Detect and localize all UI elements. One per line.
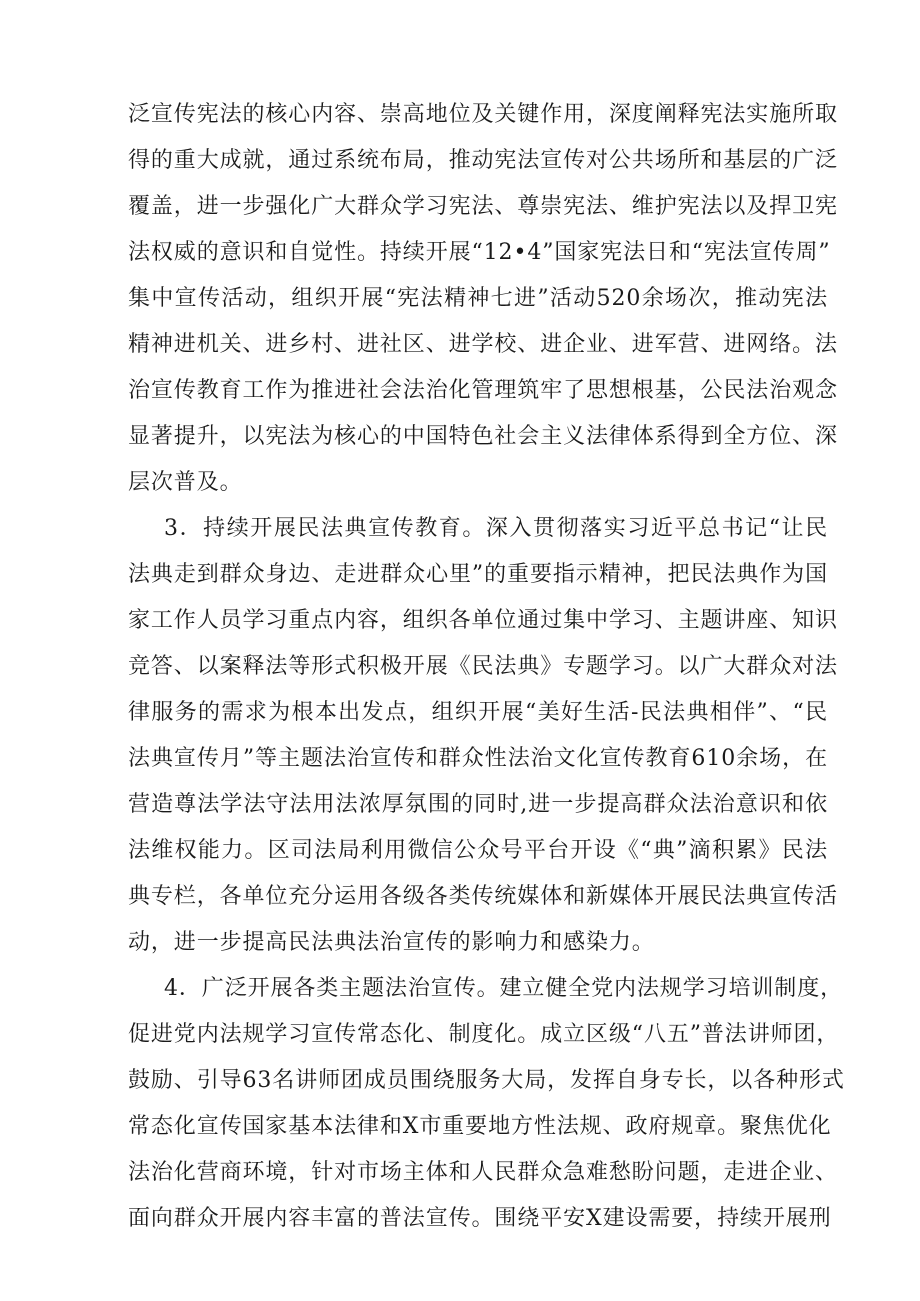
text-line: 泛宣传宪法的核心内容、崇高地位及关键作用，深度阐释宪法实施所取 bbox=[128, 102, 838, 127]
text-line: 层次普及。 bbox=[128, 470, 243, 495]
text-line: 得的重大成就，通过系统布局，推动宪法宣传对公共场所和基层的广泛 bbox=[128, 148, 838, 173]
text-line: 家工作人员学习重点内容，组织各单位通过集中学习、主题讲座、知识 bbox=[128, 608, 838, 633]
text-line: 法维权能力。区司法局利用微信公众号平台开设《“典”滴积累》民法 bbox=[128, 838, 828, 863]
text-line: 竞答、以案释法等形式积极开展《民法典》专题学习。以广大群众对法 bbox=[128, 654, 838, 679]
text-line: 覆盖，进一步强化广大群众学习宪法、尊崇宪法、维护宪法以及捍卫宪 bbox=[128, 194, 838, 219]
paragraph-4-first-line: 4．广泛开展各类主题法治宣传。建立健全党内法规学习培训制度， bbox=[164, 976, 843, 1001]
text-line: 法权威的意识和自觉性。持续开展“12•4”国家宪法日和“宪法宣传周” bbox=[128, 240, 831, 265]
text-line: 常态化宣传国家基本法律和X市重要地方性法规、政府规章。聚焦优化 bbox=[128, 1114, 832, 1139]
text-line: 律服务的需求为根本出发点，组织开展“美好生活-民法典相伴”、“民 bbox=[128, 700, 828, 725]
text-line: 促进党内法规学习宣传常态化、制度化。成立区级“八五”普法讲师团， bbox=[128, 1022, 840, 1047]
text-line: 典专栏，各单位充分运用各级各类传统媒体和新媒体开展民法典宣传活 bbox=[128, 884, 838, 909]
text-line: 营造尊法学法守法用法浓厚氛围的同时,进一步提高群众法治意识和依 bbox=[128, 792, 828, 817]
text-line: 治宣传教育工作为推进社会法治化管理筑牢了思想根基，公民法治观念 bbox=[128, 378, 838, 403]
text-line: 法治化营商环境，针对市场主体和人民群众急难愁盼问题，走进企业、 bbox=[128, 1160, 838, 1185]
text-line: 集中宣传活动，组织开展“宪法精神七进”活动520余场次，推动宪法 bbox=[128, 286, 828, 311]
text-line: 显著提升，以宪法为核心的中国特色社会主义法律体系得到全方位、深 bbox=[128, 424, 838, 449]
text-line: 精神进机关、进乡村、进社区、进学校、进企业、进军营、进网络。法 bbox=[128, 332, 838, 357]
text-line: 法典宣传月”等主题法治宣传和群众性法治文化宣传教育610余场，在 bbox=[128, 746, 828, 771]
paragraph-3-first-line: 3．持续开展民法典宣传教育。深入贯彻落实习近平总书记“让民 bbox=[164, 516, 828, 541]
text-line: 法典走到群众身边、走进群众心里”的重要指示精神，把民法典作为国 bbox=[128, 562, 828, 587]
text-line: 鼓励、引导63名讲师团成员围绕服务大局，发挥自身专长，以各种形式 bbox=[128, 1068, 845, 1093]
text-line: 面向群众开展内容丰富的普法宣传。围绕平安X建设需要，持续开展刑 bbox=[128, 1206, 832, 1231]
text-line: 动，进一步提高民法典法治宣传的影响力和感染力。 bbox=[128, 930, 655, 955]
